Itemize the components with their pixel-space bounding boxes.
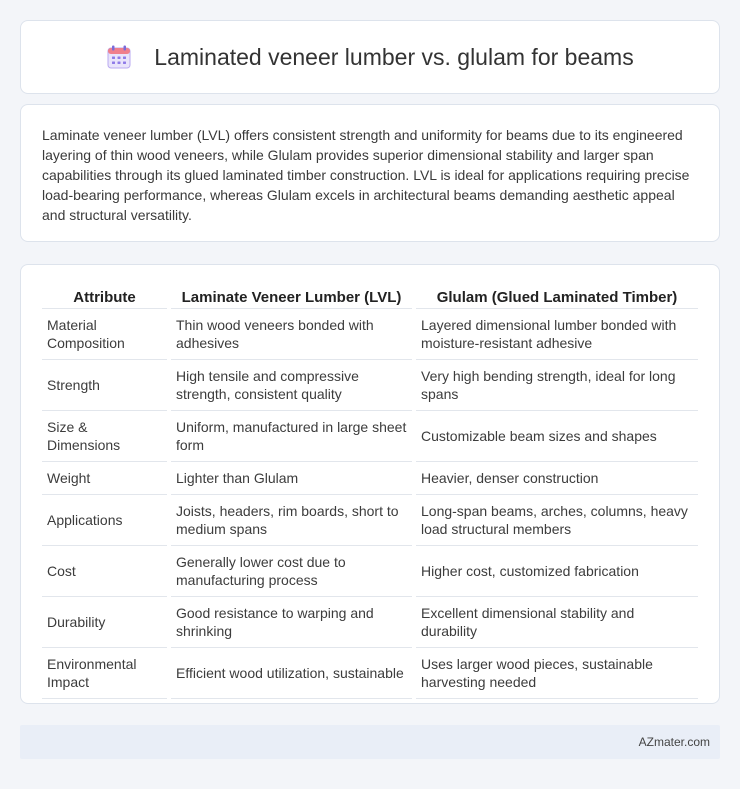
title-card [20,20,720,94]
column-header-attribute: Attribute [42,285,167,309]
row-lvl-value: Thin wood veneers bonded with adhesives [171,309,412,360]
row-lvl-value: Generally lower cost due to manufacturing process [171,546,412,597]
row-attribute: Size & Dimensions [42,411,167,462]
table-row [42,462,698,495]
row-glulam-value: Uses larger wood pieces, sustainable harvesting needed [416,648,698,699]
row-lvl-value: Joists, headers, rim boards, short to medium spans [171,495,412,546]
page-title: Laminated veneer lumber vs. glulam for beams [154,43,634,70]
row-attribute: Cost [42,546,167,597]
row-attribute: Material Composition [42,309,167,360]
row-lvl-value: High tensile and compressive strength, consistent quality [171,360,412,411]
table-row [42,495,698,546]
row-glulam-value: Long-span beams, arches, columns, heavy load structural members [416,495,698,546]
row-attribute: Weight [42,462,167,495]
table-row [42,597,698,648]
row-lvl-value: Uniform, manufactured in large sheet form [171,411,412,462]
row-attribute: Applications [42,495,167,546]
row-glulam-value: Customizable beam sizes and shapes [416,411,698,462]
summary-text: Laminate veneer lumber (LVL) offers consistent strength and uniformity for beams due to its engineered layering of thin wood veneers, while Glulam provides superior dimensional stability and larger span capabilities through its glued laminated timber construction. LVL is ideal for applications requiring precise load-bearing performance, whereas Glulam excels in architectural beams demanding aesthetic appeal and structural versatility. [42,127,690,223]
row-lvl-value: Good resistance to warping and shrinking [171,597,412,648]
row-attribute: Durability [42,597,167,648]
row-attribute: Strength [42,360,167,411]
row-attribute: Environmental Impact [42,648,167,699]
table-header-row [42,285,698,309]
footer-brand: AZmater.com [638,735,710,749]
row-lvl-value: Efficient wood utilization, sustainable [171,648,412,699]
table-row [42,648,698,699]
column-header-glulam: Glulam (Glued Laminated Timber) [416,285,698,309]
summary-card [20,104,720,242]
calendar-icon [106,44,132,70]
comparison-table [38,285,702,699]
table-row [42,360,698,411]
row-glulam-value: Layered dimensional lumber bonded with moisture-resistant adhesive [416,309,698,360]
comparison-table-card [20,264,720,704]
table-row [42,411,698,462]
footer [20,725,720,759]
row-glulam-value: Higher cost, customized fabrication [416,546,698,597]
row-glulam-value: Very high bending strength, ideal for long spans [416,360,698,411]
table-row [42,309,698,360]
table-row [42,546,698,597]
row-glulam-value: Heavier, denser construction [416,462,698,495]
row-glulam-value: Excellent dimensional stability and durability [416,597,698,648]
column-header-lvl: Laminate Veneer Lumber (LVL) [171,285,412,309]
row-lvl-value: Lighter than Glulam [171,462,412,495]
